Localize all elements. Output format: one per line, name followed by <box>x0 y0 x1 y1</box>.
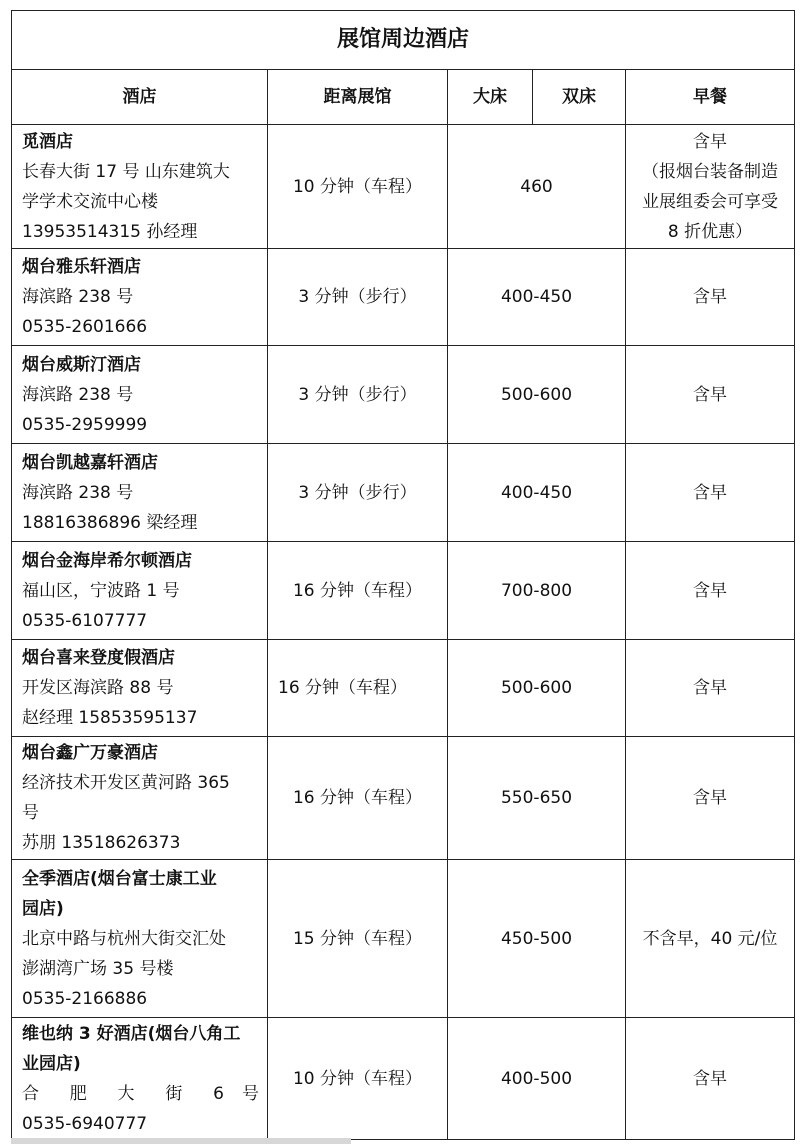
hotel-address: 北京中路与杭州大街交汇处 <box>22 928 226 949</box>
breakfast-cell: 含早 <box>626 346 795 444</box>
hotel-cell <box>12 542 268 640</box>
hotel-address: 澎湖湾广场 35 号楼 <box>22 958 174 979</box>
breakfast-text: 含早 <box>693 131 728 152</box>
hotel-address: 合 肥 大 街 6 号 <box>22 1083 259 1104</box>
breakfast-cell: 含早 <box>626 640 795 737</box>
header-hotel: 酒店 <box>12 70 268 125</box>
hotel-address: 海滨路 238 号 <box>22 287 134 307</box>
hotel-contact: 0535-6940777 <box>22 1113 148 1134</box>
distance-cell: 3 分钟（步行） <box>268 346 448 444</box>
hotel-cell <box>12 737 268 860</box>
hotel-cell <box>12 125 268 249</box>
price-cell: 500-600 <box>448 346 626 444</box>
price-cell: 700-800 <box>448 542 626 640</box>
distance-cell: 10 分钟（车程） <box>268 1018 448 1140</box>
hotel-address: 福山区，宁波路 1 号 <box>22 580 180 601</box>
breakfast-cell <box>626 125 795 249</box>
hotel-name: 全季酒店(烟台富士康工业 <box>22 868 217 889</box>
table-row <box>12 444 795 542</box>
distance-cell: 15 分钟（车程） <box>268 860 448 1018</box>
header-breakfast: 早餐 <box>626 70 795 125</box>
breakfast-cell: 含早 <box>626 444 795 542</box>
distance-cell: 3 分钟（步行） <box>268 249 448 346</box>
distance-cell: 16 分钟（车程） <box>268 542 448 640</box>
table-row <box>12 125 795 249</box>
hotel-contact: 0535-2166886 <box>22 988 148 1009</box>
breakfast-cell: 含早 <box>626 737 795 860</box>
hotel-address: 开发区海滨路 88 号 <box>22 678 174 698</box>
hotel-address: 学学术交流中心楼 <box>22 191 158 212</box>
hotel-table <box>11 10 795 1140</box>
price-cell: 500-600 <box>448 640 626 737</box>
hotel-cell <box>12 640 268 737</box>
distance-cell: 3 分钟（步行） <box>268 444 448 542</box>
hotel-address: 长春大街 17 号 山东建筑大 <box>22 161 230 182</box>
price-cell: 550-650 <box>448 737 626 860</box>
breakfast-note: （报烟台装备制造 <box>642 161 779 182</box>
header-distance: 距离展馆 <box>268 70 448 125</box>
table-row <box>12 737 795 860</box>
hotel-name: 烟台凯越嘉轩酒店 <box>22 452 158 473</box>
table-row <box>12 1018 795 1140</box>
hotel-cell <box>12 860 268 1018</box>
breakfast-cell: 含早 <box>626 1018 795 1140</box>
breakfast-note: 8 折优惠） <box>667 221 753 242</box>
table-row <box>12 249 795 346</box>
header-king-bed: 大床 <box>448 70 533 125</box>
hotel-name-cont: 园店) <box>22 898 64 919</box>
table-title: 展馆周边酒店 <box>12 11 795 70</box>
page-bottom-edge <box>11 1138 351 1144</box>
hotel-address: 经济技术开发区黄河路 365 <box>22 773 230 793</box>
hotel-name-cont: 业园店) <box>22 1053 81 1074</box>
hotel-address: 号 <box>22 803 39 823</box>
hotel-contact: 0535-2959999 <box>22 414 148 435</box>
hotel-name: 烟台金海岸希尔顿酒店 <box>22 550 192 571</box>
breakfast-note: 业展组委会可享受 <box>642 191 779 212</box>
hotel-contact: 0535-6107777 <box>22 610 148 631</box>
distance-cell: 10 分钟（车程） <box>268 125 448 249</box>
hotel-name: 烟台威斯汀酒店 <box>22 354 141 375</box>
breakfast-cell: 不含早，40 元/位 <box>626 860 795 1018</box>
hotel-cell <box>12 1018 268 1140</box>
title-row <box>12 11 795 70</box>
hotel-name: 烟台喜来登度假酒店 <box>22 648 175 668</box>
hotel-contact: 赵经理 15853595137 <box>22 708 198 728</box>
breakfast-cell: 含早 <box>626 249 795 346</box>
distance-cell: 16 分钟（车程） <box>268 640 448 737</box>
distance-cell: 16 分钟（车程） <box>268 737 448 860</box>
table-row <box>12 640 795 737</box>
table-row <box>12 542 795 640</box>
price-cell: 400-450 <box>448 249 626 346</box>
breakfast-cell: 含早 <box>626 542 795 640</box>
price-cell: 400-500 <box>448 1018 626 1140</box>
hotel-address: 海滨路 238 号 <box>22 482 134 503</box>
hotel-cell <box>12 346 268 444</box>
hotel-contact: 18816386896 梁经理 <box>22 512 198 533</box>
header-twin-bed: 双床 <box>533 70 626 125</box>
hotel-contact: 苏朋 13518626373 <box>22 833 181 853</box>
header-row <box>12 70 795 125</box>
price-cell: 460 <box>448 125 626 249</box>
hotel-contact: 0535-2601666 <box>22 317 148 337</box>
table-row <box>12 860 795 1018</box>
price-cell: 400-450 <box>448 444 626 542</box>
hotel-address: 海滨路 238 号 <box>22 384 134 405</box>
hotel-name: 维也纳 3 好酒店(烟台八角工 <box>22 1023 241 1044</box>
table-row <box>12 346 795 444</box>
hotel-name: 烟台雅乐轩酒店 <box>22 257 141 277</box>
price-cell: 450-500 <box>448 860 626 1018</box>
hotel-contact: 13953514315 孙经理 <box>22 221 198 242</box>
hotel-cell <box>12 249 268 346</box>
hotel-name: 觅酒店 <box>22 131 73 152</box>
hotel-name: 烟台鑫广万豪酒店 <box>22 743 158 763</box>
hotel-cell <box>12 444 268 542</box>
